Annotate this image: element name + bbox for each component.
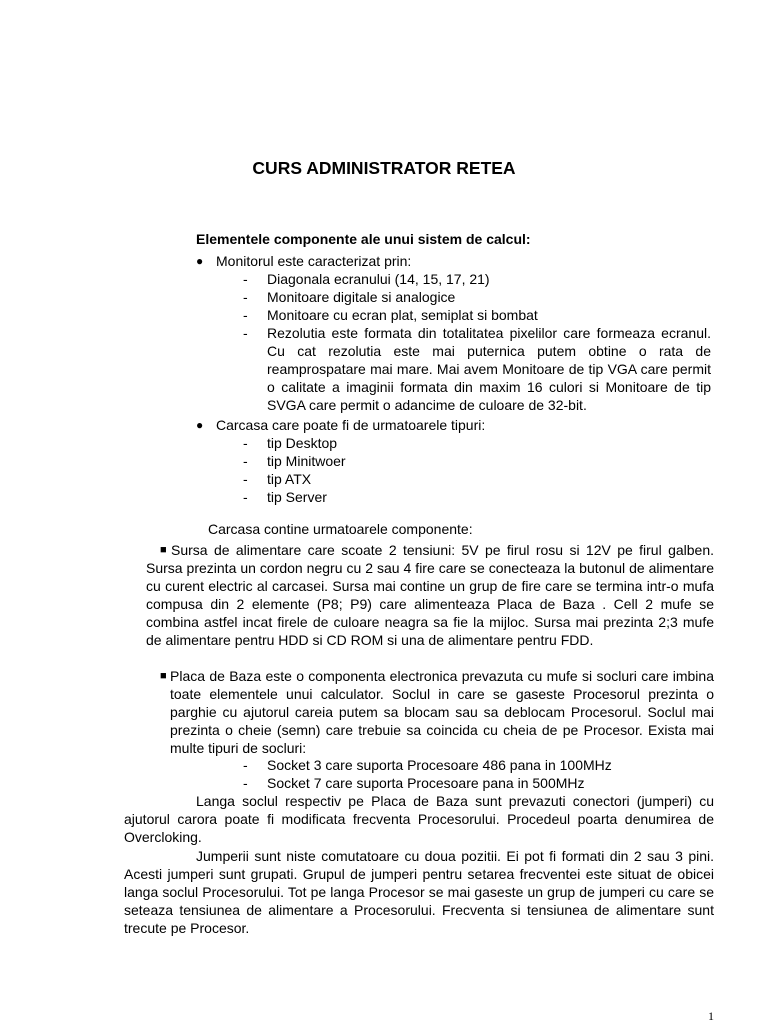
list-item: - Monitoare digitale si analogice [243,289,456,305]
monitor-bullet-label: Monitorul este caracterizat prin: [216,253,412,269]
list-item: - tip Desktop [243,435,338,451]
carcasa-bullet [196,416,711,434]
monitor-list [243,270,711,414]
monitor-bullet [196,252,711,270]
page-number: 1 [708,1009,714,1023]
list-item: - Diagonala ecranului (14, 15, 17, 21) [243,271,490,287]
page-title: CURS ADMINISTRATOR RETEA [252,158,516,178]
carcasa-list [243,434,711,506]
components-section [196,230,711,506]
list-item: - tip ATX [243,471,312,487]
square-bullet-icon: ■ [160,670,167,682]
section-heading: Elementele componente ale unui sistem de calcul: [196,231,531,247]
jumperi-paragraph-2: Jumperii sunt niste comutatoare cu doua pozitii. Ei pot fi formati din 2 sau 3 pini. Acesti jumperi sunt grupati. Grupul de jumperi pentru setarea frecventei este situat de obicei langa soclul Procesorului. Tot pe langa Procesor se mai gaseste un grup de jumperi cu care se seteaza tensiunea de alimentare a Procesorului. Frecventa si tensiunea de alimentare sunt trecute pe Procesor. [124,848,714,936]
list-item: - tip Minitwoer [243,453,346,469]
jumperi-paragraph-1: Langa soclul respectiv pe Placa de Baza sunt prevazuti conectori (jumperi) cu ajutorul carora poate fi modificata frecventa Procesorului. Procedeul poarta denumirea de Overcloking. [124,793,714,845]
list-item: - Socket 7 care suporta Procesoare pana in 500MHz [243,775,585,791]
list-item: - Monitoare cu ecran plat, semiplat si bombat [243,307,538,323]
placa-paragraph: Placa de Baza este o componenta electronica prevazuta cu mufe si socluri care imbina toate elementele unui calculator. Soclul in care se gaseste Procesorul prezinta o parghie cu ajutorul careia putem sa blocam sau sa deblocam Procesorul. Soclul mai prezinta o cheie (semn) care trebuie sa coincida cu cheia de pe Procesor. Exista mai multe tipuri de socluri: [170,668,714,756]
list-item: - tip Server [243,489,327,505]
square-bullet-icon: ■ [160,544,167,556]
carcasa-bullet-label: Carcasa care poate fi de urmatoarele tipuri: [216,417,486,433]
list-item: - Socket 3 care suporta Procesoare 486 pana in 100MHz [243,757,612,773]
bullet-dot-icon: ● [196,254,204,268]
list-item: - Rezolutia este formata din totalitatea pixelilor care formeaza ecranul. Cu cat rezolutia este mai puternica putem obtine o rata de reamprospatare mai mare. Mai avem Monitoare de tip VGA care permit o calitate a imaginii formata din maxim 16 culori si Monitoare de tip SVGA care permit o adancime de culoare de 32-bit. [243,325,711,413]
sursa-paragraph: Sursa de alimentare care scoate 2 tensiuni: 5V pe firul rosu si 12V pe firul galben. Sursa prezinta un cordon negru cu 2 sau 4 fire care se conecteaza la butonul de alimentare cu curent electric al carcasei. Sursa mai contine un grup de fire care se termina intr-o mufa compusa din 2 elemente (P8; P9) care alimenteaza Placa de Baza . Cell 2 mufe se combina astfel incat firele de culoare neagra sa fie la mijloc. Sursa mai prezinta 2;3 mufe de alimentare pentru HDD si CD ROM si una de alimentare pentru FDD. [146,542,714,648]
socket-list [243,756,713,792]
bullet-dot-icon: ● [196,418,204,432]
carcasa-components-intro: Carcasa contine urmatoarele componente: [208,521,473,537]
